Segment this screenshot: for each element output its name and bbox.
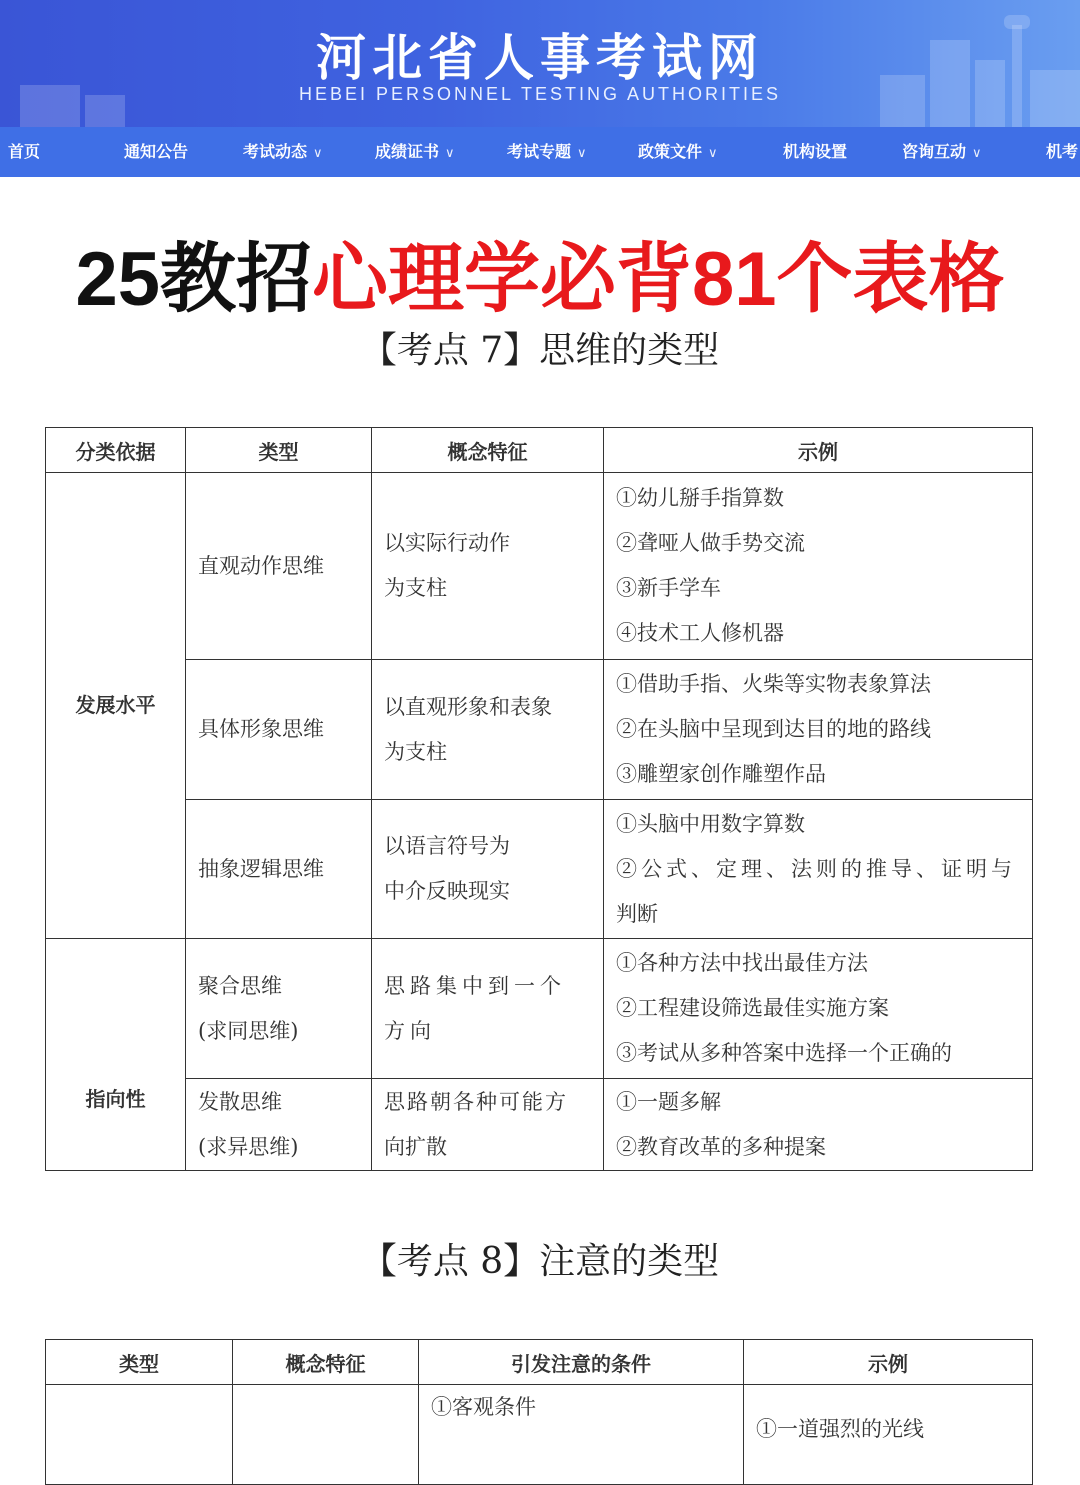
column-header: 分类依据 (46, 428, 186, 473)
nav-item-exam-news[interactable]: 考试动态 ∨ (243, 142, 323, 161)
column-header: 概念特征 (233, 1340, 419, 1385)
concept-cell: 以直观形象和表象 为支柱 (372, 660, 604, 800)
chevron-down-icon: ∨ (445, 146, 455, 161)
concept-cell: 思路集中到一个 方向 (372, 939, 604, 1079)
column-header: 类型 (186, 428, 372, 473)
type-cell: 具体形象思维 (186, 660, 372, 800)
concept-cell (233, 1385, 419, 1485)
column-header: 示例 (604, 428, 1033, 473)
section8-title: 【考点 8】注意的类型 (360, 1241, 720, 1282)
thinking-types-table (45, 427, 1033, 1171)
column-header: 示例 (744, 1340, 1033, 1385)
concept-cell: 以语言符号为 中介反映现实 (372, 800, 604, 939)
chevron-down-icon: ∨ (313, 146, 323, 161)
table-header-row (46, 428, 1033, 473)
nav-item-scores[interactable]: 成绩证书 ∨ (375, 142, 455, 161)
nav-item-notices[interactable]: 通知公告 (124, 142, 189, 161)
title-prefix: 25教招 (75, 237, 312, 322)
title-highlight: 心理学必背81个表格 (312, 237, 1005, 322)
example-cell: ①幼儿掰手指算数 ②聋哑人做手势交流 ③新手学车 ④技术工人修机器 (604, 473, 1033, 660)
type-cell (46, 1385, 233, 1485)
concept-cell: 以实际行动作 为支柱 (372, 473, 604, 660)
table-header-row (46, 1340, 1033, 1385)
attention-types-table (45, 1339, 1033, 1485)
site-subtitle: HEBEI PERSONNEL TESTING AUTHORITIES (298, 84, 782, 104)
nav-item-organization[interactable]: 机构设置 (783, 142, 848, 161)
type-cell: 发散思维 (求异思维) (186, 1079, 372, 1171)
type-cell: 直观动作思维 (186, 473, 372, 660)
nav-item-topics[interactable]: 考试专题 ∨ (507, 142, 587, 161)
chevron-down-icon: ∨ (708, 146, 718, 161)
main-nav (0, 127, 1080, 177)
section7-title: 【考点 7】思维的类型 (360, 330, 720, 371)
example-cell: ①各种方法中找出最佳方法 ②工程建设筛选最佳实施方案 ③考试从多种答案中选择一个正确的 (604, 939, 1033, 1079)
nav-item-policies[interactable]: 政策文件 ∨ (638, 142, 718, 161)
example-cell: ①头脑中用数字算数 ②公式、定理、法则的推导、证明与 判断 (604, 800, 1033, 939)
table-row (46, 473, 1033, 660)
nav-item-computer-exam[interactable]: 机考 (1046, 142, 1079, 161)
column-header: 类型 (46, 1340, 233, 1385)
condition-cell: ①客观条件 (419, 1385, 744, 1485)
example-cell: ①一道强烈的光线 (744, 1385, 1033, 1485)
nav-item-consult[interactable]: 咨询互动 ∨ (902, 142, 982, 161)
column-header: 引发注意的条件 (419, 1340, 744, 1385)
chevron-down-icon: ∨ (972, 146, 982, 161)
type-cell: 聚合思维 (求同思维) (186, 939, 372, 1079)
table-row (46, 939, 1033, 1079)
page-title (0, 218, 1080, 327)
type-cell: 抽象逻辑思维 (186, 800, 372, 939)
concept-cell: 思路朝各种可能方 向扩散 (372, 1079, 604, 1171)
category-cell: 发展水平 (46, 473, 186, 939)
column-header: 概念特征 (372, 428, 604, 473)
example-cell: ①一题多解 ②教育改革的多种提案 (604, 1079, 1033, 1171)
table-row (46, 660, 1033, 800)
site-banner (0, 0, 1080, 127)
table-row (46, 800, 1033, 939)
site-title: 河北省人事考试网 (316, 29, 764, 87)
nav-item-home[interactable]: 首页 (8, 142, 41, 161)
table-row (46, 1079, 1033, 1171)
chevron-down-icon: ∨ (577, 146, 587, 161)
example-cell: ①借助手指、火柴等实物表象算法 ②在头脑中呈现到达目的地的路线 ③雕塑家创作雕塑作品 (604, 660, 1033, 800)
category-cell: 指向性 (46, 939, 186, 1171)
table-row (46, 1385, 1033, 1485)
